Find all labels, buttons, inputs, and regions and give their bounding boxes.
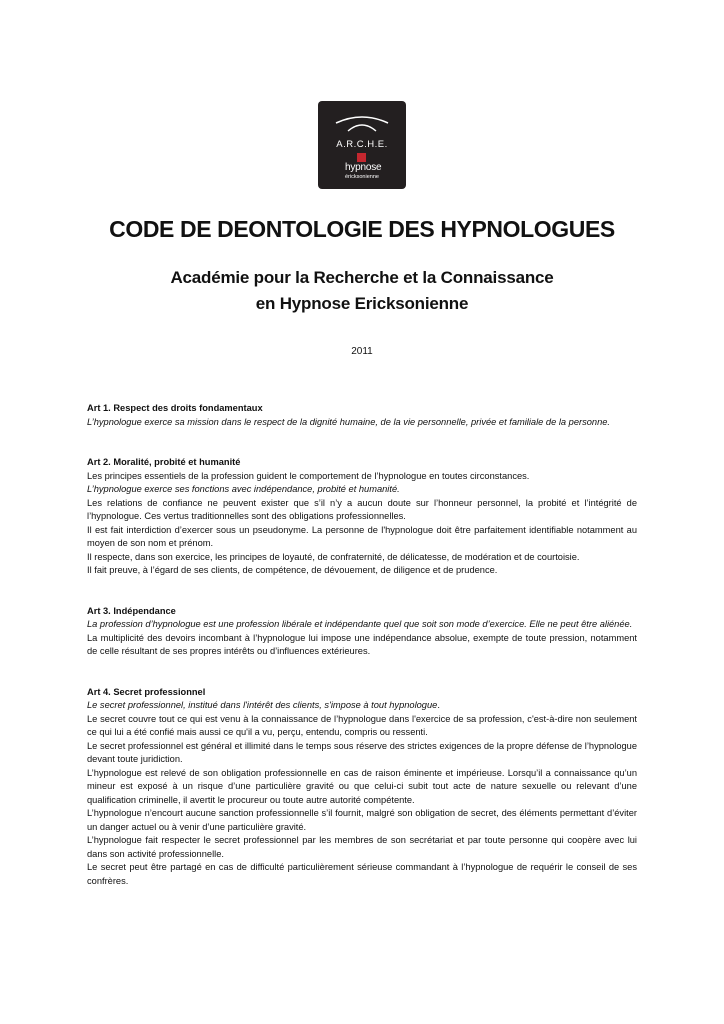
- article-paragraph: L’hypnologue est relevé de son obligation professionnelle en cas de raison éminente et impérieuse. Lorsqu’il a connaissance qu’un mineur est exposé à un risque d’une particulière gravité ou que celui-ci subit tout acte de nature sexuelle ou relevant d’une qualification criminelle, il avertit le procureur ou toute autre autorité compétente.: [87, 767, 637, 805]
- article-2: [87, 456, 637, 578]
- article-intro: L’hypnologue exerce ses fonctions avec indépendance, probité et humanité.: [87, 484, 400, 494]
- article-paragraph: L’hypnologue fait respecter le secret professionnel par les membres de son secrétariat et par toute personne qui coopère avec lui dans son activité professionnelle.: [87, 835, 637, 859]
- logo-line-arche: A.R.C.H.E.: [336, 139, 388, 150]
- article-heading: Art 3. Indépendance: [87, 605, 176, 616]
- article-intro: La profession d’hypnologue est une profession libérale et indépendante quel que soit son mode d’exercice. Elle ne peut être aliénée.: [87, 619, 633, 629]
- article-heading: Art 4. Secret professionnel: [87, 686, 206, 697]
- article-intro: L’hypnologue exerce sa mission dans le respect de la dignité humaine, de la vie personnelle, privée et familiale de la personne.: [87, 416, 611, 427]
- article-heading: Art 2. Moralité, probité et humanité: [87, 457, 241, 467]
- article-paragraph: Le secret couvre tout ce qui est venu à la connaissance de l’hypnologue dans l'exercice de sa profession, c'est-à-dire non seulement ce qui lui a été confié mais aussi ce qu'il a vu, perçu, entendu, compris ou ressenti.: [87, 713, 637, 737]
- article-paragraph: La multiplicité des devoirs incombant à l’hypnologue lui impose une indépendance absolue, exempte de toute pression, notamment de celle résultant de ses propres intérêts ou d’influences extérieures.: [87, 632, 637, 656]
- article-intro-line: Le secret professionnel, institué dans l'intérêt des clients, s'impose à tout hypnologue.: [87, 700, 440, 710]
- article-paragraph: Les relations de confiance ne peuvent exister que s’il n’y a aucun doute sur l’honneur personnel, la probité et l’intégrité de l’hypnologue. Ces vertus traditionnelles sont des obligations professionnelles.: [87, 497, 637, 521]
- article-heading: Art 1. Respect des droits fondamentaux: [87, 403, 263, 413]
- article-paragraph: Il est fait interdiction d’exercer sous un pseudonyme. La personne de l'hypnologue doit être parfaitement identifiable notamment au moyen de son nom et prénom.: [87, 524, 637, 548]
- article-paragraph: Les principes essentiels de la profession guident le comportement de l’hypnologue en toutes circonstances.: [87, 470, 530, 481]
- articles-container: [87, 402, 637, 915]
- article-paragraph: Il respecte, dans son exercice, les principes de loyauté, de confraternité, de délicatesse, de modération et de courtoisie.: [87, 551, 580, 562]
- logo-red-square-icon: [357, 153, 366, 162]
- article-4: [87, 686, 637, 889]
- article-paragraph: L’hypnologue n’encourt aucune sanction professionnelle s’il fournit, malgré son obligation de secret, des éléments permettant d’éviter un danger actuel ou à venir d’une particulière gravité.: [87, 808, 637, 832]
- article-paragraph: Il fait preuve, à l’égard de ses clients, de compétence, de dévouement, de diligence et de prudence.: [87, 565, 498, 575]
- document-title: CODE DE DEONTOLOGIE DES HYPNOLOGUES: [109, 216, 615, 242]
- article-paragraph: Le secret peut être partagé en cas de difficulté particulièrement sérieuse commandant à l’hypnologue de requérir le conseil de ses confrères.: [87, 862, 637, 886]
- subtitle-line-1: Académie pour la Recherche et la Connaissance: [170, 268, 554, 287]
- document-subtitle: [0, 265, 724, 317]
- subtitle-line-2: en Hypnose Ericksonienne: [255, 294, 469, 313]
- document-year: 2011: [351, 346, 373, 357]
- logo-line-hypnose: hypnose: [345, 162, 382, 173]
- article-paragraph: Le secret professionnel est général et illimité dans le temps sous réserve des strictes exigences de la propre défense de l’hypnologue devant toute juridiction.: [87, 740, 637, 764]
- article-3: [87, 605, 637, 659]
- article-intro: Le secret professionnel, institué dans l'intérêt des clients, s'impose à tout hypnologue: [87, 700, 438, 710]
- logo-line-ericksonienne: éricksonienne: [345, 174, 379, 180]
- arche-logo: [318, 101, 406, 189]
- article-1: [87, 402, 637, 429]
